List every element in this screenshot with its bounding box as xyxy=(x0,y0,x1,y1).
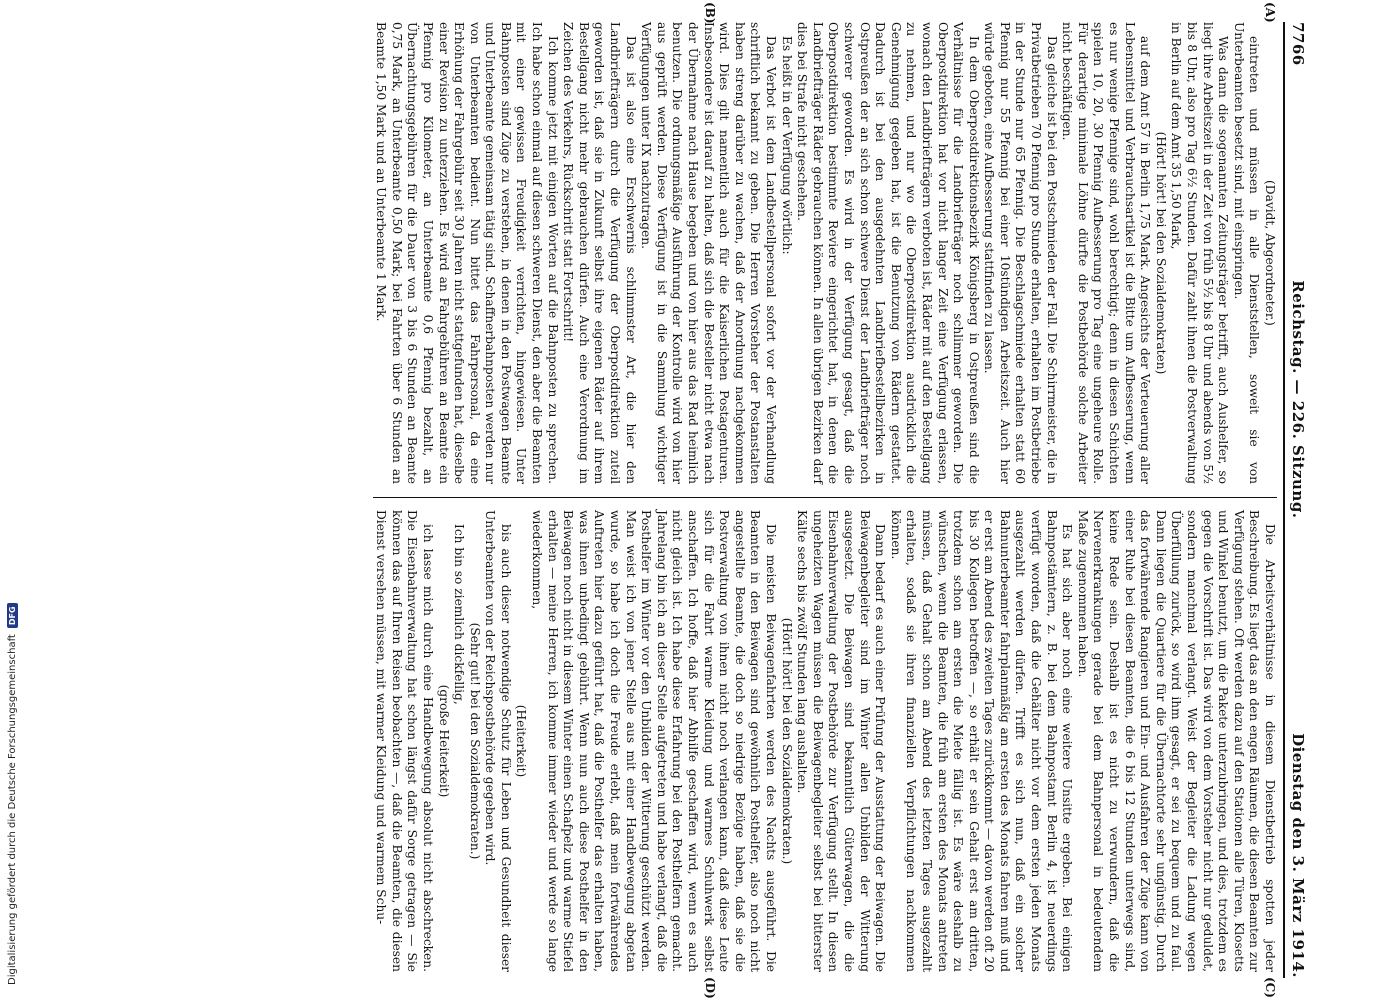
footer-text: Digitalisierung gefördert durch die Deutsche Forschungsgemeinschaft xyxy=(6,634,18,985)
dfg-logo: DFG xyxy=(7,603,18,628)
right-column xyxy=(373,510,1277,972)
column-divider xyxy=(373,497,1277,498)
page-number: 7766 xyxy=(1289,22,1307,66)
paragraph: Das Verbot ist dem Landbestellpersonal sofort vor der Verhandlung schriftlich bekannt zu geben. Die Herren Vorsteher der Postanstalten haben streng darüber zu wachen, daß der Anordnung nachgekommen wird. Dies gilt namentlich auch für die Kaiserlichen Postagenturen. Insbesondere ist darauf zu halten, daß sich die Besteller nicht etwa nach der Übernahme nach Hause begeben und von hier aus das Rad heimlich benutzen. Die ordnungsmäßige Ausführung der Kontrolle wird von hier aus geprüft werden. Diese Verfügung ist in die Sammlung wichtiger Verfügungen unter IX nachzutragen. xyxy=(639,22,778,484)
margin-marker-a: (A) xyxy=(1263,2,1277,23)
left-column xyxy=(373,22,1277,484)
paragraph: ich lasse mich durch eine Handbewegung absolut nicht abschrecken. Die Eisenbahnverwaltung hat schon längst dafür Sorge getragen — Sie können das auf Ihren Reisen beobachten —, daß die Beamten, die diesen Dienst versehen müssen, mit warmer Kleidung und warmem Schu- xyxy=(374,510,435,972)
paragraph: Die Arbeitsverhältnisse in diesem Dienstbetrieb spotten jeder Beschreibung. Es liegt das an den engen Räumen, die diesen Beamten zur Verfügung stehen. Oft werden dazu auf den Stationen alle Türen, Klosetts und Winkel benutzt, um die Pakete unterzubringen, und dies, trotzdem es gegen die Vorschrift ist. Das wird von dem Vorsteher nicht nur geduldet, sondern manchmal verlangt. Weist der Begleiter die Ladung wegen Überfüllung zurück, so wird ihm gesagt, er sei zu bequem und zu faul. Dann liegen die Quartiere für die Übernachtorte sehr ungünstig. Durch das fortwährende Rangieren und Ein- und Ausfahren der Züge kann von einer Ruhe bei diesen Beamten, die 6 bis 12 Stunden unterwegs sind, keine Rede sein. Deshalb ist es nicht zu verwundern, daß die Nervenerkrankungen gerade bei dem Bahnpersonal in bedeutendem Maße zugenommen haben. xyxy=(1075,510,1277,972)
paragraph: (Davidt, Abgeordneter.) xyxy=(1263,180,1277,326)
paragraph: Was dann die sogenannten Zeitungsträger betrifft, auch Aushelfer, so liegt ihre Arbeitszeit in der Zeit von früh 5½ bis 8 Uhr und abends von 5½ bis 8 Uhr, also pro Tag 6½ Stunden. Dafür zahlt ihnen die Postverwaltung in Berlin auf dem Amt 35 1,50 Mark, xyxy=(1169,22,1231,484)
paragraph: Die meisten Beiwagenfahrten werden des Nachts ausgeführt. Die Beamten in den Beiwagen sind gewöhnlich Posthelfer, also noch nicht angestellte Beamte, die doch so niedrige Bezüge haben, daß sie die Postverwaltung von ihnen nicht noch verlangen kann, daß diese Leute sich für die Fahrt warme Kleidung und warmes Schuhwerk selbst anschaffen. Ich hoffe, daß hier Abhilfe geschaffen wird, wenn es auch nicht gleich ist. Ich habe diese Erfahrung bei den Posthelfern gemacht. Jahrelang bin ich an dieser Stelle aufgetreten und habe verlangt, daß die Posthelfer im Winter vor den Unbilden der Witterung geschützt werden. Man weist ich von jener Stelle aus mit einer Handbewegung abgetan wurde, so habe ich doch die Freude erlebt, daß mein fortwährendes Auftreten hier dazu geführt hat, daß die Posthelfer das erhalten haben, was ihnen unbedingt gebührt. Wenn nun auch diese Posthelfer in den Beiwagen noch nicht in diesem Winter einen Schafpelz und warme Stiefel erhalten — meine Herren, ich komme immer wieder und werde so lange wiederkommen, xyxy=(530,510,778,972)
paragraph: bis auch dieser notwendige Schutz für Leben und Gesundheit dieser Unterbeamten von der Reichspostbehörde gegeben wird. xyxy=(483,510,513,972)
text-columns xyxy=(373,2,1277,999)
margin-marker-c: (C) xyxy=(1263,977,1277,998)
paragraph: Es hat sich aber noch eine weitere Unsitte ergeben. Bei einigen Bahnpostämtern, z. B. bei dem Bahnpostamt Berlin 4, ist neuerdings verfügt worden, daß die Gehälter nicht vor dem ersten jeden Monats ausgezahlt werden dürfen. Trifft es sich nun, daß ein solcher Bahnunterbeamter fahrplanmäßig am ersten des Monats fahren muß und er erst am Abend des zweiten Tages zurückkommt — davon werden oft 20 bis 30 Kollegen betroffen —, so erhält er sein Gehalt erst am dritten, trotzdem schon am ersten die Miete fällig ist. Es wäre deshalb zu wünschen, wenn die Beamten, die früh am ersten des Monats antreten müssen, daß Gehalt schon am Abend des letzten Tages ausgezahlt erhalten, sodaß sie ihren finanziellen Verpflichtungen nachkommen können. xyxy=(888,510,1075,972)
paragraph: Ich komme jetzt mit einigen Worten auf die Bahnposten zu sprechen. Ich habe schon einmal auf diesen schweren Dienst, den aber die Beamten mit einer gewissen Freudigkeit verrichten, hingewiesen. Unter Bahnposten sind Züge zu verstehen, in denen in den Postwagen Beamte und Unterbeamte gemeinsam tätig sind. Schaffnerbahnposten werden nur von Unterbeamten bedient. Nun bittet das Fahrpersonal, da eine Erhöhung der Fahrgebühr seit 30 Jahren nicht stattgefunden hat, dieselbe einer Revision zu unterziehen. Es wird an Fahrgebühren an Beamte ein Pfennig pro Kilometer, an Unterbeamte 0,6 Pfennig bezahlt, an Übernachtungsgebühren für die Dauer von 3 bis 6 Stunden an Beamte 0,75 Mark, an Unterbeamte 0,50 Mark; bei Fahrten über 6 Stunden an Beamte 1,50 Mark und an Unterbeamte 1 Mark. xyxy=(374,22,560,484)
paragraph: (Hört! hört! bei den Sozialdemokraten.) xyxy=(779,617,794,865)
paragraph: Dann bedarf es auch einer Prüfung der Ausstattung der Beiwagen. Die Beiwagenbegleiter sind im Winter allen Unbilden der Witterung ausgesetzt. Die Beiwagen sind bekanntlich Güterwagen, die die Eisenbahnverwaltung der Postbehörde zur Verfügung stellt. In diesen ungeheizten Wagen müssen die Beiwagenbegleiter selbst bei bitterster Kälte sechs bis zwölf Stunden lang aushalten. xyxy=(795,510,888,972)
paragraph: Ich bin so ziemlich dickfellig, xyxy=(452,524,467,705)
paragraph: In dem Oberpostdirektionsbezirk Königsberg in Ostpreußen sind die Verhältnisse für die Landbriefträger noch schlimmer geworden. Die Oberpostdirektion hat vor nicht langer Zeit eine Verfügung erlassen, wonach den Landbriefträgern verboten ist, Räder mit auf den Bestellgang zu nehmen, und nur wo die Oberpostdirektion ausdrücklich die Genehmigung gegeben hat, ist die Benutzung von Rädern gestattet. Dadurch ist bei den ausgedehnten Landbriefbestellbezirken in Ostpreußen der an sich schon schwere Dienst der Landbriefträger noch schwerer geworden. Es wird in der Verfügung gesagt, daß die Oberpostdirektion bestimmte Reviere eingerichtet hat, in denen die Landbriefträger Räder gebrauchen können. In allen übrigen Bezirken darf dies bei Strafe nicht geschehen. xyxy=(795,22,981,484)
paragraph: Das gleiche ist bei den Postschmieden der Fall. Die Schirrmeister, die in Privatbetrieben 70 Pfennig pro Stunde erhalten, erhalten im Postbetriebe in der Stunde nur 65 Pfennig. Die Beschlagschmiede erhalten statt 60 Pfennig nur 55 Pfennig bei einer 10stündigen Arbeitszeit. Auch hier würde geboten, eine Aufbesserung stattfinden zu lassen. xyxy=(982,22,1059,484)
margin-marker-b: (B) xyxy=(703,2,717,24)
paragraph: Es heißt in der Verfügung wörtlich: xyxy=(779,36,794,255)
page-header xyxy=(1283,22,1307,978)
session-date: Dienstag den 3. März 1914. xyxy=(1289,733,1307,978)
margin-marker-d: (D) xyxy=(703,977,717,999)
digitization-footer xyxy=(3,0,21,985)
document-page xyxy=(25,0,1325,1000)
session-title: Reichstag. — 226. Sitzung. xyxy=(1289,280,1307,519)
paragraph: (große Heiterkeit) xyxy=(436,684,451,798)
paragraph: eintreten und müssen in alle Dienststellen, soweit sie von Unterbeamten besetzt sind, mit einspringen. xyxy=(1231,22,1262,484)
paragraph: (Sehr gut! bei den Sozialdemokraten.) xyxy=(467,622,482,860)
paragraph: (Heiterkeit) xyxy=(514,704,529,778)
paragraph: Das ist also eine Erschwernis schlimmster Art, die hier den Landbriefträgern durch die Verfügung der Oberpostdirektion zuteil geworden ist, daß sie in Zukunft selbst ihre eigenen Räder auf ihrem Bestellgang nicht mehr gebrauchen dürfen. Auch eine Verordnung im Zeichen des Verkehrs, Rückschritt statt Fortschritt! xyxy=(561,22,638,484)
paragraph: (Hört! hört! bei den Sozialdemokraten) xyxy=(1153,131,1168,375)
paragraph: auf dem Amt 57 in Berlin 1,75 Mark. Angesichts der Verteuerung aller Lebensmittel und Verbrauchsartikel ist die Bitte um Aufbesserung, wenn es nur wenige Pfennige sind, wohl berechtigt; denn in diesen Schichten spielen 10, 20, 30 Pfennig Aufbesserung pro Tag eine ungeheure Rolle. Für derartige minimale Löhne dürfte die Postbehörde solche Arbeiter nicht beschäftigen. xyxy=(1060,22,1153,484)
